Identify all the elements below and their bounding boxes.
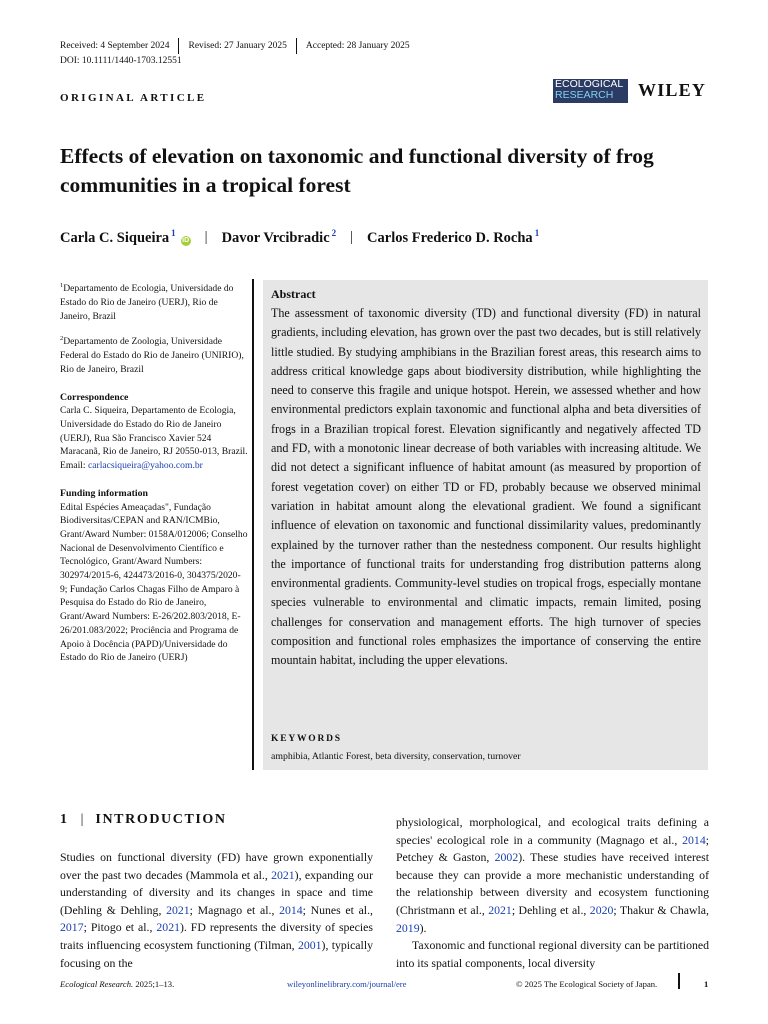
citation-link[interactable]: 2021 xyxy=(166,902,190,917)
doi[interactable]: DOI: 10.1111/1440-1703.12551 xyxy=(60,56,182,66)
body-text: physiological, morphological, and ecological traits defining a species' ecological role in a community (Magnago et al., xyxy=(396,815,709,847)
body-paragraph: Taxonomic and functional regional diversity can be partitioned into its spatial components, local diversity xyxy=(396,938,709,970)
body-text: ). These studies have received interest because they can provide a more mechanistic understanding of the relationship between diversity and ecosystem functioning (Christmann et al., xyxy=(396,850,709,917)
journal-logo-line2: RESEARCH xyxy=(555,89,614,101)
article-title: Effects of elevation on taxonomic and functional diversity of frog communities in a tropical forest xyxy=(60,144,654,197)
affiliation-marker: 2 xyxy=(331,228,337,238)
citation-link[interactable]: 2019 xyxy=(396,920,420,935)
article-dates xyxy=(60,38,410,54)
body-column-right xyxy=(396,814,709,972)
footer-citation: Ecological Research. 2025;1–13. xyxy=(60,979,175,989)
citation-link[interactable]: 2001 xyxy=(297,937,322,952)
orcid-icon[interactable]: iD xyxy=(182,236,190,244)
body-text: ; Pitogo et al., xyxy=(83,920,157,935)
author[interactable]: Carla C. Siqueira $^1$iD xyxy=(60,228,190,246)
citation-link[interactable]: 2020 xyxy=(589,902,614,917)
correspondence-text: Carla C. Siqueira, Departamento de Ecologia, Universidade do Estado do Rio de Janeiro (UERJ), Rua São Francisco Xavier 524 Maracanã, Rio de Janeiro, RJ 20550-013, Brazil. Email: carlacsiqueira@yahoo.com.br xyxy=(60,405,248,472)
citation-link[interactable]: 2021 xyxy=(156,920,180,935)
article-info-sidebar xyxy=(60,279,248,674)
divider xyxy=(296,38,297,54)
article-type: ORIGINAL ARTICLE xyxy=(60,92,207,104)
email-link[interactable]: carlacsiqueira@yahoo.com.br xyxy=(87,460,203,472)
revised-date: Revised: 27 January 2025 xyxy=(188,41,287,51)
citation-link[interactable]: 2014 xyxy=(279,902,303,917)
affiliation-marker: 1 xyxy=(534,228,540,238)
body-paragraph xyxy=(60,849,373,972)
body-text: ), typically focusing on the xyxy=(60,937,373,970)
funding-heading: Funding information xyxy=(60,487,148,499)
author-separator: | xyxy=(350,228,354,245)
body-text: ). FD represents the diversity of species traits influencing ecosystem functioning (Tilman, xyxy=(60,920,374,952)
body-text: ; Nunes et al., xyxy=(302,902,373,917)
affiliation-marker: 1 xyxy=(171,228,176,238)
footer-copyright: © 2025 The Ecological Society of Japan. xyxy=(516,979,658,989)
abstract-heading: Abstract xyxy=(271,287,316,301)
citation-link[interactable]: 2021 xyxy=(271,867,295,882)
accepted-date: Accepted: 28 January 2025 xyxy=(305,41,410,51)
body-text: ). xyxy=(419,920,427,935)
section-number: 1 xyxy=(60,812,69,827)
section-title: INTRODUCTION xyxy=(95,812,227,827)
citation-link[interactable]: 2017 xyxy=(60,920,84,935)
section-separator: | xyxy=(80,812,84,827)
body-text: ; Dehling et al., xyxy=(511,902,590,917)
author-list xyxy=(60,228,539,247)
body-column-left xyxy=(60,849,373,972)
author[interactable]: Davor Vrcibradic $^2$ xyxy=(221,228,337,246)
author-separator: | xyxy=(204,228,208,245)
citation-link[interactable]: 2014 xyxy=(682,832,706,847)
divider xyxy=(178,38,179,54)
affiliation: $^2$Departamento de Zoologia, Universidade Federal do Estado do Rio de Janeiro (UNIRIO), Rio de Janeiro, Brazil xyxy=(60,335,244,375)
author[interactable]: Carlos Frederico D. Rocha $^1$ xyxy=(367,228,540,246)
footer-url[interactable]: wileyonlinelibrary.com/journal/ere xyxy=(287,979,407,989)
body-paragraph xyxy=(396,814,709,937)
abstract-text: The assessment of taxonomic diversity (TD) and functional diversity (FD) in natural gradients, including elevation, has grown over the past two decades, but is still relatively little studied. By studying amphibians in the Brazilian forest areas, this research aims to address critical knowledge gaps about biodiversity distribution, while highlighting the need to conserve this fragile and unique hotspot. Herein, we assessed whether and how environmental predictors explain taxonomic and functional alpha and beta diversities of frogs in a Brazilian tropical forest. Elevation significantly and negatively affected TD and FD, with a monotonic linear decrease of both variables with increasing altitude. We did not detect a significant influence of habitat amount (as measured by proportion of forest vegetation cover) on either TD or FD, probably because we observed minimal variation in habitat amount along the elevational gradient. We found a significant influence of elevation on taxonomic and functional dissimilarity values, predominantly explained by the turnover rather than the nestedness component. Our results highlight the importance of functional traits for understanding frog distribution patterns along environmental gradients. Community-level studies on tropical frogs, especially montane species vulnerable to environmental and climatic impacts, remain limited, posing challenges for conservation and management efforts. The high turnover of species composition and functional roles emphasizes the importance of conserving the entire mountain habitat, including the upper elevations. xyxy=(271,306,701,668)
publisher-logo[interactable]: WILEY xyxy=(638,80,707,100)
keywords-list: amphibia, Atlantic Forest, beta diversity, conservation, turnover xyxy=(271,751,521,762)
page-number: 1 xyxy=(704,979,709,989)
affiliation: $^1$Departamento de Ecologia, Universidade do Estado do Rio de Janeiro (UERJ), Rio de Janeiro, Brazil xyxy=(60,282,234,322)
received-date: Received: 4 September 2024 xyxy=(60,41,170,51)
body-text: ; Petchey & Gaston, xyxy=(396,832,709,865)
body-text: ; Magnago et al., xyxy=(189,902,280,917)
sidebar-divider xyxy=(252,279,254,770)
body-text: Studies on functional diversity (FD) have grown exponentially over the past two decades (Mammola et al., xyxy=(60,850,373,882)
keywords-heading: KEYWORDS xyxy=(271,734,342,744)
body-text: ), expanding our understanding of diversity and its changes in space and time (Dehling & Dehling, xyxy=(60,867,373,917)
funding-text: Edital Espécies Ameaçadas", Fundação Biodiversitas/CEPAN and RAN/ICMBio, Grant/Award Number: 0158A/012006; Conselho Nacional de Desenvolvimento Científico e Tecnológico, Grant/Award Numbers: 302974/2015-6, 424473/2016-0, 304375/2020-9; Fundação Carlos Chagas Filho de Amparo à Pesquisa do Estado do Rio de Janeiro, Grant/Award Numbers: E-26/202.803/2018, E-26/201.083/2022; Prociência and Programa de Apoio à Docência (PAPD)/Universidade do Estado do Rio de Janeiro (UERJ) xyxy=(60,501,248,664)
journal-logo[interactable] xyxy=(553,79,628,103)
citation-link[interactable]: 2021 xyxy=(488,902,512,917)
citation-link[interactable]: 2002 xyxy=(494,850,519,865)
correspondence-heading: Correspondence xyxy=(60,391,129,403)
journal-logo-line1: ECOLOGICAL xyxy=(555,78,624,90)
footer-divider xyxy=(678,973,680,989)
body-text: ; Thakur & Chawla, xyxy=(613,902,709,917)
section-heading xyxy=(60,812,227,828)
